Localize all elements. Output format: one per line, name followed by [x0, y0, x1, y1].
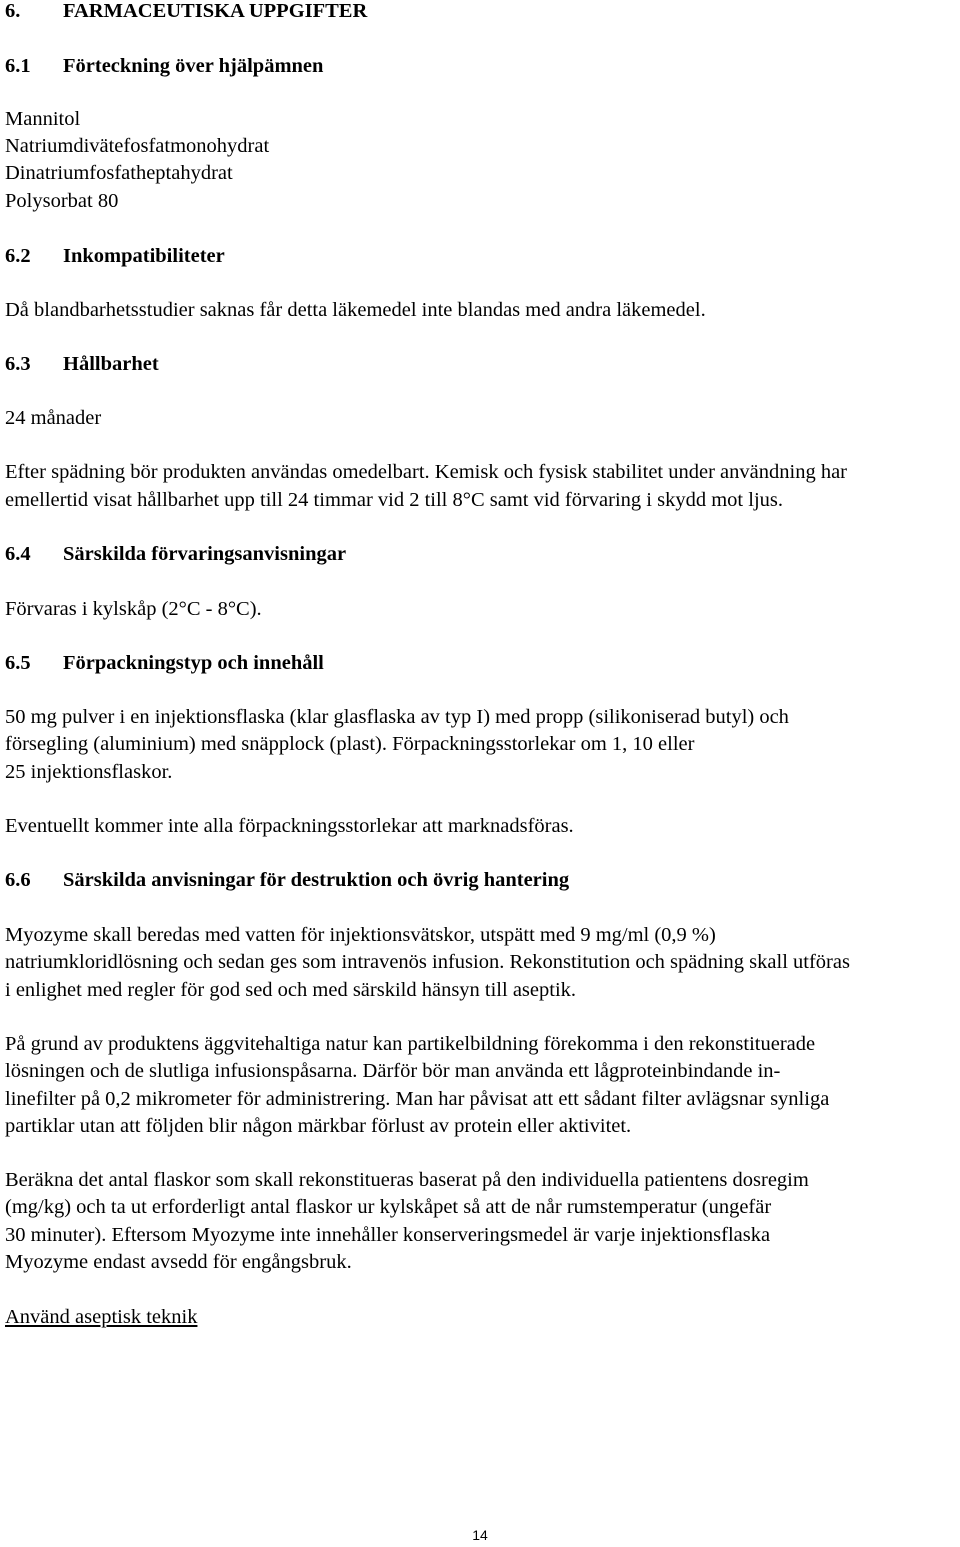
paragraph-line: linefilter på 0,2 mikrometer för administrering. Man har påvisat att ett sådant filter avlägsnar synliga: [5, 1088, 830, 1110]
paragraph-line: På grund av produktens äggvitehaltiga natur kan partikelbildning förekomma i den rekonstituerade: [5, 1033, 816, 1055]
excipient-item: Dinatriumfosfatheptahydrat: [5, 162, 233, 184]
section-number: 6.5: [5, 652, 31, 674]
paragraph-line: partiklar utan att följden blir någon märkbar förlust av protein eller aktivitet.: [5, 1115, 632, 1137]
section-heading-6-6: [5, 867, 569, 894]
paragraph-line: 30 minuter). Eftersom Myozyme inte innehåller konserveringsmedel är varje injektionsflaska: [5, 1224, 771, 1246]
paragraph-line: lösningen och de slutliga infusionspåsarna. Därför bör man använda ett lågproteinbindande in-: [5, 1060, 781, 1082]
section-title: Särskilda förvaringsanvisningar: [63, 543, 347, 565]
paragraph-line: Eventuellt kommer inte alla förpackningsstorlekar att marknadsföras.: [5, 815, 574, 837]
paragraph-line: 50 mg pulver i en injektionsflaska (klar glasflaska av typ I) med propp (silikoniserad butyl) och: [5, 706, 789, 728]
paragraph-line: 25 injektionsflaskor.: [5, 761, 173, 783]
section-heading-6-5: [5, 650, 324, 677]
section-title: Inkompatibiliteter: [63, 245, 225, 267]
paragraph-line: Då blandbarhetsstudier saknas får detta läkemedel inte blandas med andra läkemedel.: [5, 299, 706, 321]
paragraph-line: Efter spädning bör produkten användas omedelbart. Kemisk och fysisk stabilitet under användning har: [5, 461, 847, 483]
paragraph-line: (mg/kg) och ta ut erforderligt antal flaskor ur kylskåpet så att de når rumstemperatur (ungefär: [5, 1196, 772, 1218]
section-heading-6-3: [5, 351, 159, 378]
paragraph-line: i enlighet med regler för god sed och med särskild hänsyn till aseptik.: [5, 979, 577, 1001]
paragraph-line: Myozyme skall beredas med vatten för injektionsvätskor, utspätt med 9 mg/ml (0,9 %): [5, 924, 716, 946]
paragraph-line: Förvaras i kylskåp (2°C - 8°C).: [5, 598, 262, 620]
excipient-item: Natriumdivätefosfatmonohydrat: [5, 135, 270, 157]
section-number: 6.2: [5, 245, 31, 267]
excipient-item: Polysorbat 80: [5, 190, 119, 212]
section-number: 6.4: [5, 543, 31, 565]
section-number: 6.1: [5, 55, 31, 77]
paragraph-line: Beräkna det antal flaskor som skall rekonstitueras baserat på den individuella patientens dosregim: [5, 1169, 809, 1191]
excipient-item: Mannitol: [5, 108, 81, 130]
page-number: 14: [472, 1527, 488, 1543]
paragraph-line: 24 månader: [5, 407, 102, 429]
paragraph-line: emellertid visat hållbarhet upp till 24 timmar vid 2 till 8°C samt vid förvaring i skydd mot ljus.: [5, 489, 783, 511]
section-number: 6.3: [5, 353, 31, 375]
section-title: Hållbarhet: [63, 353, 159, 375]
paragraph-line: natriumkloridlösning och sedan ges som intravenös infusion. Rekonstitution och spädning skall utföras: [5, 951, 850, 973]
section-number: 6.: [5, 0, 21, 22]
aseptic-technique-subheading: Använd aseptisk teknik: [5, 1306, 198, 1328]
section-title: Förteckning över hjälpämnen: [63, 55, 324, 77]
section-title: FARMACEUTISKA UPPGIFTER: [63, 0, 368, 22]
section-heading-6-1: [5, 53, 323, 80]
paragraph-line: försegling (aluminium) med snäpplock (plast). Förpackningsstorlekar om 1, 10 eller: [5, 733, 695, 755]
section-number: 6.6: [5, 869, 31, 891]
section-heading-6: [5, 0, 367, 25]
section-heading-6-4: [5, 541, 346, 568]
section-heading-6-2: [5, 243, 225, 270]
paragraph-line: Myozyme endast avsedd för engångsbruk.: [5, 1251, 352, 1273]
section-title: Förpackningstyp och innehåll: [63, 652, 324, 674]
section-title: Särskilda anvisningar för destruktion och övrig hantering: [63, 869, 570, 891]
